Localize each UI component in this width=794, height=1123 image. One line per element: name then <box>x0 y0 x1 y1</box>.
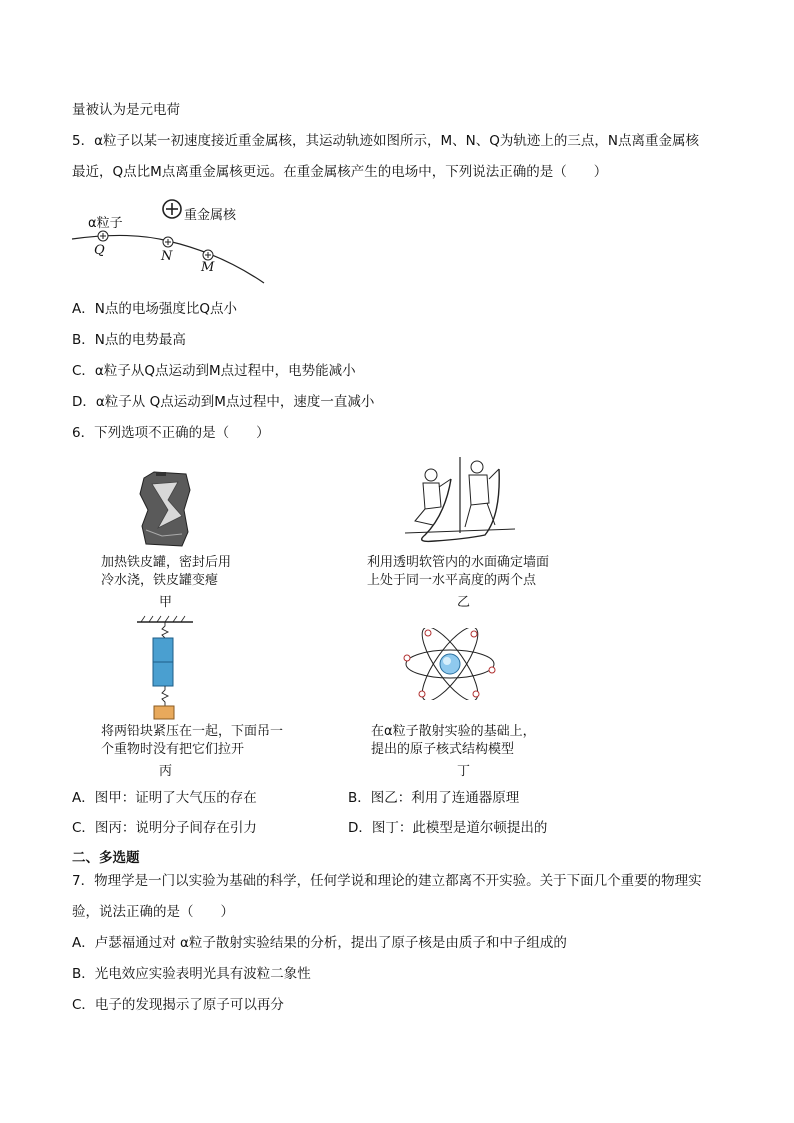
q7-stem-line2: 验，说法正确的是（ ） <box>72 904 234 920</box>
fig-bing-name: 丙 <box>159 764 173 779</box>
fig-ding-name: 丁 <box>457 764 471 779</box>
fig-ding-caption-line2: 提出的原子核式结构模型 <box>371 742 515 757</box>
fig-yi-caption-line2: 上处于同一水平高度的两个点 <box>367 573 537 588</box>
alpha-particle-label: α粒子 <box>88 216 123 231</box>
q7-option-b: B．光电效应实验表明光具有波粒二象性 <box>72 966 311 982</box>
point-n-marker <box>163 237 173 247</box>
fig-yi-caption-line1: 利用透明软管内的水面确定墙面 <box>367 555 550 570</box>
q7-stem-line1: 7．物理学是一门以实验为基础的科学，任何学说和理论的建立都离不开实验。关于下面几个重要的物理实 <box>72 873 702 889</box>
fig-ding-atom-model <box>402 628 498 700</box>
q5-option-c: C．α粒子从Q点运动到M点过程中，电势能减小 <box>72 363 356 379</box>
q6-option-b: B．图乙：利用了连通器原理 <box>348 790 520 806</box>
fig-jia-caption-line2: 冷水浇，铁皮罐变瘪 <box>101 573 219 588</box>
fig-bing-lead-blocks <box>135 614 195 722</box>
fig-jia-can <box>138 470 192 548</box>
q5-figure <box>70 195 280 290</box>
fig-ding-caption-line1: 在α粒子散射实验的基础上， <box>371 724 536 739</box>
atom-model-illustration <box>402 628 498 700</box>
q6-option-c: C．图丙：说明分子间存在引力 <box>72 820 257 836</box>
q4-tail: 量被认为是元电荷 <box>72 102 180 118</box>
point-m-marker <box>203 250 213 260</box>
point-n-label: N <box>161 249 173 264</box>
section-heading-multiple-choice: 二、多选题 <box>72 850 140 866</box>
fig-bing-caption-line1: 将两铅块紧压在一起，下面吊一 <box>101 724 284 739</box>
q7-option-a: A．卢瑟福通过对 α粒子散射实验结果的分析，提出了原子核是由质子和中子组成的 <box>72 935 567 951</box>
crushed-can-illustration <box>138 470 192 548</box>
q7-option-c: C．电子的发现揭示了原子可以再分 <box>72 997 284 1013</box>
fig-yi-name: 乙 <box>457 595 471 610</box>
q5-option-b: B．N点的电势最高 <box>72 332 186 348</box>
q5-stem-line1: 5．α粒子以某一初速度接近重金属核，其运动轨迹如图所示，M、N、Q为轨迹上的三点，N点离重金属核 <box>72 133 699 149</box>
nucleus-label: 重金属核 <box>184 208 237 223</box>
q6-stem: 6．下列选项不正确的是（ ） <box>72 425 270 441</box>
nucleus-symbol <box>163 200 181 218</box>
fig-yi-workers <box>405 455 515 545</box>
q6-option-a: A．图甲：证明了大气压的存在 <box>72 790 257 806</box>
q5-stem-line2: 最近，Q点比M点离重金属核更远。在重金属核产生的电场中，下列说法正确的是（ ） <box>72 164 608 180</box>
q5-option-d: D．α粒子从 Q点运动到M点过程中，速度一直减小 <box>72 394 375 410</box>
point-m-label: M <box>201 260 215 275</box>
q5-option-a: A．N点的电场强度比Q点小 <box>72 301 237 317</box>
point-q-label: Q <box>94 243 105 258</box>
fig-bing-caption-line2: 个重物时没有把它们拉开 <box>101 742 245 757</box>
workers-hose-illustration <box>405 455 515 545</box>
q6-option-d: D．图丁：此模型是道尔顿提出的 <box>348 820 548 836</box>
fig-jia-name: 甲 <box>159 595 173 610</box>
fig-jia-caption-line1: 加热铁皮罐，密封后用 <box>101 555 232 570</box>
point-q-marker <box>98 231 108 241</box>
lead-blocks-illustration <box>135 614 195 722</box>
